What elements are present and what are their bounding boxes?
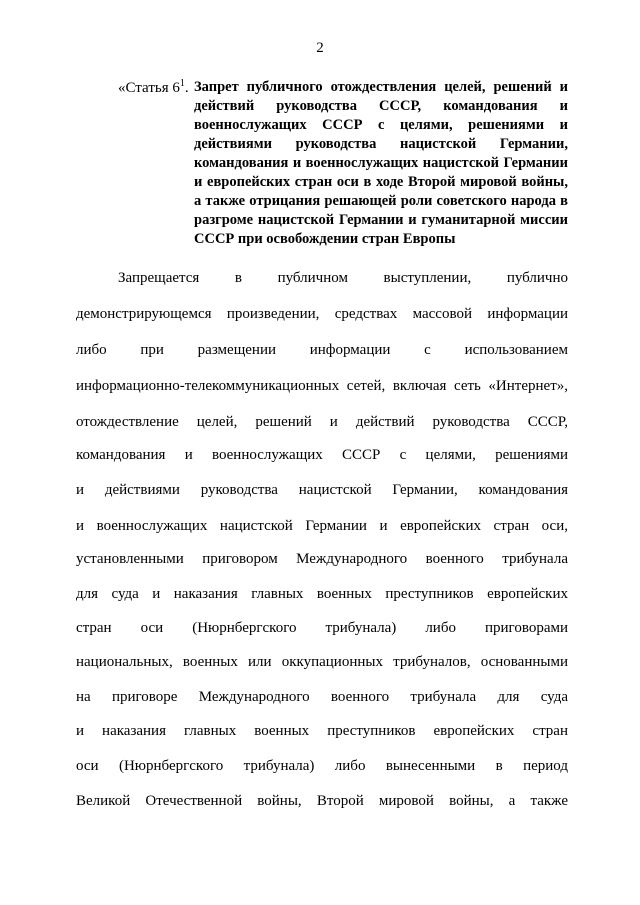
body-line: для суда и наказания главных военных преступников европейских — [76, 586, 568, 602]
article-label-text: «Статья 6 — [118, 80, 180, 96]
body-line: Великой Отечественной войны, Второй мировой войны, а также — [76, 793, 568, 809]
body-line: либо при размещении информации с использованием — [76, 342, 568, 358]
body-line: и военнослужащих нацистской Германии и европейских стран оси, — [76, 518, 568, 534]
body-line: стран оси (Нюрнбергского трибунала) либо приговорами — [76, 620, 568, 636]
article-superscript: 1 — [179, 78, 185, 89]
body-line: оси (Нюрнбергского трибунала) либо вынесенными в период — [76, 758, 568, 774]
body-line: и наказания главных военных преступников европейских стран — [76, 723, 568, 739]
page-number: 2 — [316, 40, 324, 56]
body-line: и действиями руководства нацистской Германии, командования — [76, 482, 568, 498]
body-line: командования и военнослужащих СССР с целями, решениями — [76, 447, 568, 463]
body-line: установленными приговором Международного военного трибунала — [76, 551, 568, 567]
body-line: отождествление целей, решений и действий руководства СССР, — [76, 414, 568, 430]
article-label — [118, 78, 189, 97]
body-line: национальных, военных или оккупационных трибуналов, основанными — [76, 654, 568, 670]
body-line: информационно-телекоммуникационных сетей, включая сеть «Интернет», — [76, 378, 568, 394]
article-title: Запрет публичного отождествления целей, решений и действий руководства СССР, командования и военнослужащих СССР с целями, решениями и действиями руководства нацистской Германии, командования и военнослужащих нацистской Германии и европейских стран оси в ходе Второй мировой войны, а также отрицания решающей роли советского народа в разгроме нацистской Германии и гуманитарной миссии СССР при освобождении стран Европы — [194, 79, 568, 247]
body-line: демонстрирующемся произведении, средствах массовой информации — [76, 306, 568, 322]
article-label-suffix: . — [184, 80, 189, 96]
body-line: Запрещается в публичном выступлении, публично — [118, 270, 568, 286]
body-line: на приговоре Международного военного трибунала для суда — [76, 689, 568, 705]
